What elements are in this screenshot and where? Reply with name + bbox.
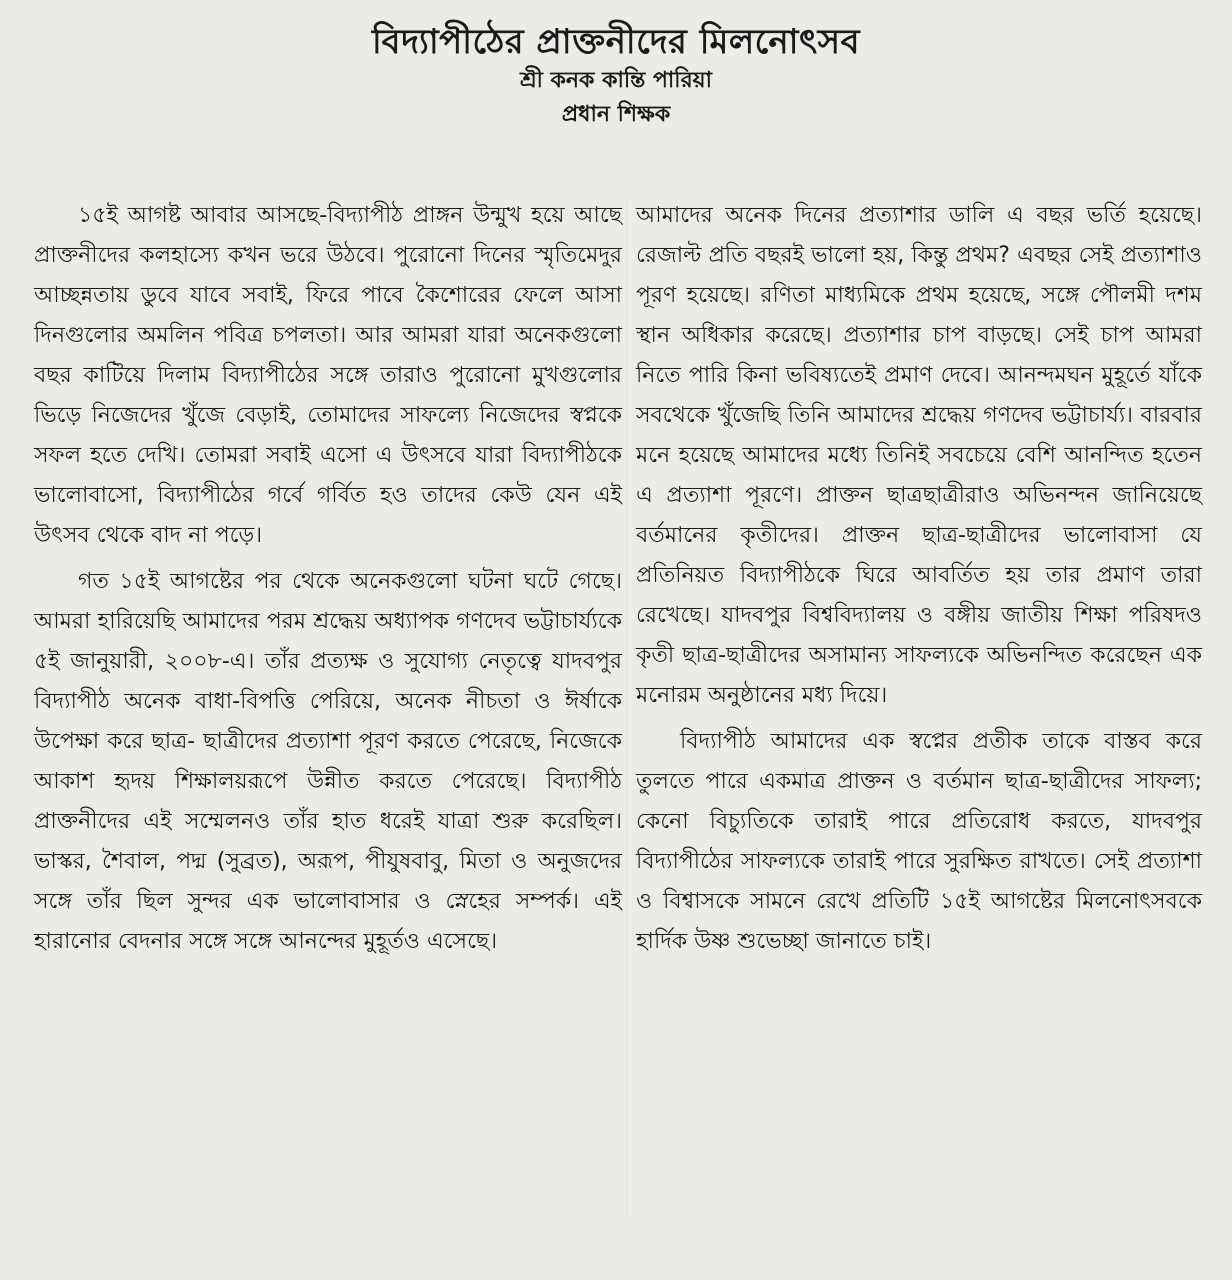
- paragraph: গত ১৫ই আগষ্টের পর থেকে অনেকগুলো ঘটনা ঘটে গেছে। আমরা হারিয়েছি আমাদের পরম শ্রদ্ধেয় অধ্যাপক গণদেব ভট্টাচার্য্যকে ৫ই জানুয়ারী, ২০০৮-এ। তাঁর প্রত্যক্ষ ও সুযোগ্য নেতৃত্বে যাদবপুর বিদ্যাপীঠ অনেক বাধা-বিপত্তি পেরিয়ে, অনেক নীচতা ও ঈর্ষাকে উপেক্ষা করে ছাত্র- ছাত্রীদের প্রত্যাশা পূরণ করতে পেরেছে, নিজেকে আকাশ হৃদয় শিক্ষালয়রূপে উন্নীত করতে পেরেছে। বিদ্যাপীঠ প্রাক্তনীদের এই সম্মেলনও তাঁর হাত ধরেই যাত্রা শুরু করেছিল। ভাস্কর, শৈবাল, পদ্ম (সুব্রত), অরূপ, পীযুষবাবু, মিতা ও অনুজদের সঙ্গে তাঁর ছিল সুন্দর এক ভালোবাসার ও স্নেহের সম্পর্ক। এই হারানোর বেদনার সঙ্গে সঙ্গে আনন্দের মুহূর্তও এসেছে।: [34, 569, 622, 954]
- paragraph: ১৫ই আগষ্ট আবার আসছে-বিদ্যাপীঠ প্রাঙ্গন উন্মুখ হয়ে আছে প্রাক্তনীদের কলহাস্যে কখন ভরে উঠবে। পুরোনো দিনের স্মৃতিমেদুর আচ্ছন্নতায় ডুবে যাবে সবাই, ফিরে পাবে কৈশোরের ফেলে আসা দিনগুলোর অমলিন পবিত্র চপলতা। আর আমরা যারা অনেকগুলো বছর কাটিয়ে দিলাম বিদ্যাপীঠের সঙ্গে তারাও পুরোনো মুখগুলোর ভিড়ে নিজেদের খুঁজে বেড়াই, তোমাদের সাফল্যে নিজেদের স্বপ্নকে সফল হতে দেখি। তোমরা সবাই এসো এ উৎসবে যারা বিদ্যাপীঠকে ভালোবাসো, বিদ্যাপীঠের গর্বে গর্বিত হও তাদের কেউ যেন এই উৎসব থেকে বাদ না পড়ে।: [34, 203, 622, 548]
- paragraph: আমাদের অনেক দিনের প্রত্যাশার ডালি এ বছর ভর্তি হয়েছে। রেজাল্ট প্রতি বছরই ভালো হয়, কিন্তু প্রথম? এবছর সেই প্রত্যাশাও পূরণ হয়েছে। রণিতা মাধ্যমিকে প্রথম হয়েছে, সঙ্গে পৌলমী দশম স্থান অধিকার করেছে। প্রত্যাশার চাপ বাড়ছে। সেই চাপ আমরা নিতে পারি কিনা ভবিষ্যতেই প্রমাণ দেবে। আনন্দমঘন মুহূর্তে যাঁকে সবথেকে খুঁজেছি তিনি আমাদের শ্রদ্ধেয় গণদেব ভট্টাচার্য্য। বারবার মনে হয়েছে আমাদের মধ্যে তিনিই সবচেয়ে বেশি আনন্দিত হতেন এ প্রত্যাশা পূরণে। প্রাক্তন ছাত্রছাত্রীরাও অভিনন্দন জানিয়েছে বর্তমানের কৃতীদের। প্রাক্তন ছাত্র-ছাত্রীদের ভালোবাসা যে প্রতিনিয়ত বিদ্যাপীঠকে ঘিরে আবর্তিত হয় তার প্রমাণ তারা রেখেছে। যাদবপুর বিশ্ববিদ্যালয় ও বঙ্গীয় জাতীয় শিক্ষা পরিষদও কৃতী ছাত্র-ছাত্রীদের অসামান্য সাফল্যকে অভিনন্দিত করেছেন এক মনোরম অনুষ্ঠানের মধ্য দিয়ে।: [636, 203, 1202, 708]
- left-column: [34, 196, 622, 968]
- right-column: [636, 196, 1202, 968]
- paragraph: বিদ্যাপীঠ আমাদের এক স্বপ্নের প্রতীক তাকে বাস্তব করে তুলতে পারে একমাত্র প্রাক্তন ও বর্তমান ছাত্র-ছাত্রীদের সাফল্য; কেনো বিচ্যুতিকে তারাই পারে প্রতিরোধ করতে, যাদবপুর বিদ্যাপীঠের সাফল্যকে তারাই পারে সুরক্ষিত রাখতে। সেই প্রত্যাশা ও বিশ্বাসকে সামনে রেখে প্রতিটি ১৫ই আগষ্টের মিলনোৎসবকে হার্দিক উষ্ণ শুভেচ্ছা জানাতে চাই।: [636, 729, 1202, 954]
- author-name: শ্রী কনক কান্তি পারিয়া: [519, 68, 713, 93]
- author-designation: প্রধান শিক্ষক: [561, 102, 671, 127]
- article-title: বিদ্যাপীঠের প্রাক্তনীদের মিলনোৎসব: [371, 22, 861, 62]
- article-header: [0, 20, 1232, 132]
- column-divider: [626, 200, 627, 1220]
